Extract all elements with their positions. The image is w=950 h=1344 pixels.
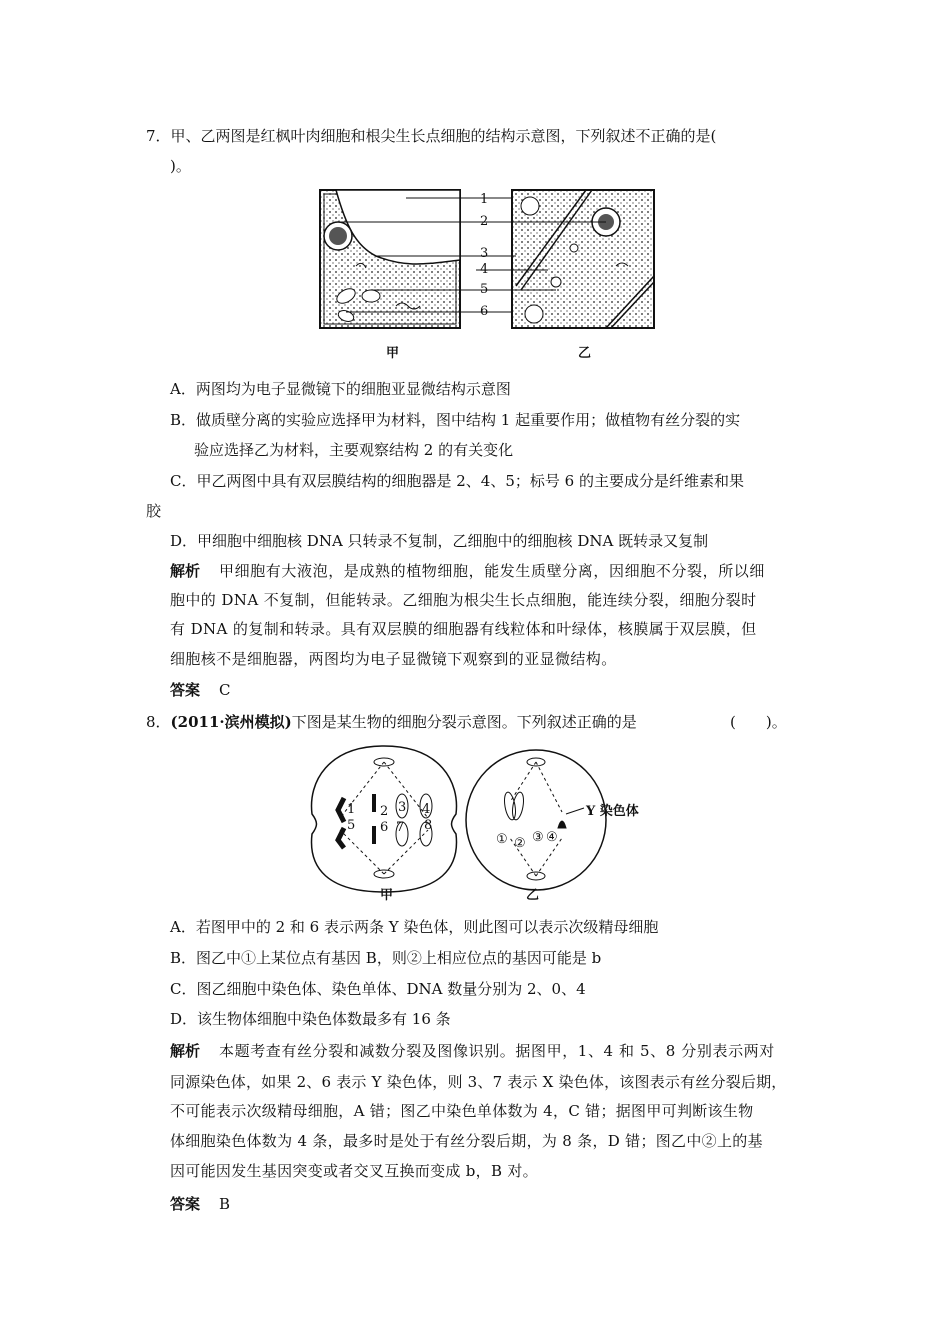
q7-option-a: A．两图均为电子显微镜下的细胞亚显微结构示意图 — [170, 380, 511, 398]
q7-option-b-line2: 验应选择乙为材料，主要观察结构 2 的有关变化 — [194, 441, 514, 459]
q7-analysis-label: 解析 — [170, 562, 201, 580]
q7-analysis-line4: 细胞核不是细胞器，两图均为电子显微镜下观察到的亚显微结构。 — [170, 650, 617, 668]
q8-analysis-line5: 因可能因发生基因突变或者交叉互换而变成 b，B 对。 — [170, 1162, 538, 1180]
cell-jia — [320, 190, 460, 328]
label-4: 4 — [480, 262, 489, 277]
label-5: 5 — [480, 282, 489, 297]
label-6: 6 — [480, 304, 489, 319]
plant-cell-diagram — [316, 186, 676, 362]
chromosome-num-1: 1 — [347, 802, 356, 817]
chromosome-num-8: 8 — [424, 818, 433, 833]
chromosome-num-3: 3 — [398, 800, 407, 815]
q8-analysis-label: 解析 — [170, 1042, 201, 1060]
q7-option-b-line1: B．做质壁分离的实验应选择甲为材料，图中结构 1 起重要作用；做植物有丝分裂的实 — [170, 411, 741, 429]
q7-stem-line1: 7．甲、乙两图是红枫叶肉细胞和根尖生长点细胞的结构示意图，下列叙述不正确的是( — [146, 127, 717, 145]
q8-analysis-line2: 同源染色体，如果 2、6 表示 Y 染色体，则 3、7 表示 X 染色体，该图表示有丝分裂后期， — [170, 1073, 787, 1091]
q7-analysis-line2: 胞中的 DNA 不复制，但能转录。乙细胞为根尖生长点细胞，能连续分裂，细胞分裂时 — [170, 591, 757, 609]
q8-analysis-line3: 不可能表示次级精母细胞，A 错；图乙中染色单体数为 4，C 错；据图甲可判断该生物 — [170, 1102, 754, 1120]
q7-option-c-line2: 胶 — [146, 502, 162, 520]
chromosome-num-4: 4 — [422, 802, 431, 817]
chromosome-num-6: 6 — [380, 820, 389, 835]
chromosome-num-2: 2 — [380, 804, 389, 819]
caption-jia: 甲 — [386, 346, 400, 361]
q8-number: 8． — [146, 713, 171, 731]
chromatid-circled-3: ③ — [532, 830, 544, 845]
q8-option-a: A．若图甲中的 2 和 6 表示两条 Y 染色体，则此图可以表示次级精母细胞 — [170, 918, 659, 936]
caption-yi: 乙 — [578, 346, 592, 361]
q8-stem-paren: ( )。 — [730, 713, 787, 731]
caption-yi: 乙 — [526, 888, 540, 903]
chromatid-circled-1: ① — [496, 832, 508, 847]
q8-analysis-line1: 本题考查有丝分裂和减数分裂及图像识别。据图甲，1、4 和 5、8 分别表示两对 — [219, 1042, 775, 1060]
q7-figure-cells — [316, 186, 676, 362]
q7-analysis-line3: 有 DNA 的复制和转录。具有双层膜的细胞器有线粒体和叶绿体，核膜属于双层膜，但 — [170, 620, 757, 638]
q7-option-d: D．甲细胞中细胞核 DNA 只转录不复制，乙细胞中的细胞核 DNA 既转录又复制 — [170, 532, 709, 550]
q8-option-b: B．图乙中①上某位点有基因 B，则②上相应位点的基因可能是 b — [170, 949, 602, 967]
q7-answer: C — [219, 681, 231, 699]
chromosome-num-5: 5 — [347, 818, 356, 833]
q8-source: (2011·滨州模拟) — [170, 713, 292, 731]
q7-answer-label: 答案 — [170, 681, 201, 699]
cell-yi — [512, 190, 654, 328]
q7-stem-line2: )。 — [170, 157, 191, 175]
chromatid-circled-4: ④ — [546, 830, 558, 845]
q8-answer: B — [219, 1195, 231, 1213]
q8-stem — [146, 712, 637, 732]
q8-option-d: D．该生物体细胞中染色体数最多有 16 条 — [170, 1010, 451, 1028]
chromatid-circled-2: ② — [514, 836, 526, 851]
q8-analysis-line4: 体细胞染色体数为 4 条，最多时是处于有丝分裂后期，为 8 条，D 错；图乙中②上的基 — [170, 1132, 763, 1150]
q8-option-c: C．图乙细胞中染色体、染色单体、DNA 数量分别为 2、0、4 — [170, 980, 586, 998]
label-1: 1 — [480, 192, 489, 207]
q8-figure-division — [300, 742, 660, 902]
caption-jia: 甲 — [380, 888, 394, 903]
label-3: 3 — [480, 246, 489, 261]
q7-analysis-line1: 甲细胞有大液泡，是成熟的植物细胞，能发生质壁分离，因细胞不分裂，所以细 — [219, 562, 766, 580]
label-2: 2 — [480, 214, 489, 229]
y-chromosome-label: Y 染色体 — [586, 804, 639, 819]
cell-yi-metaphase — [466, 750, 606, 890]
chromosome-num-7: 7 — [396, 820, 405, 835]
q7-option-c-line1: C．甲乙两图中具有双层膜结构的细胞器是 2、4、5；标号 6 的主要成分是纤维素和果 — [170, 472, 744, 490]
q8-answer-label: 答案 — [170, 1195, 201, 1213]
q8-stem-text: 下图是某生物的细胞分裂示意图。下列叙述正确的是 — [291, 713, 637, 731]
